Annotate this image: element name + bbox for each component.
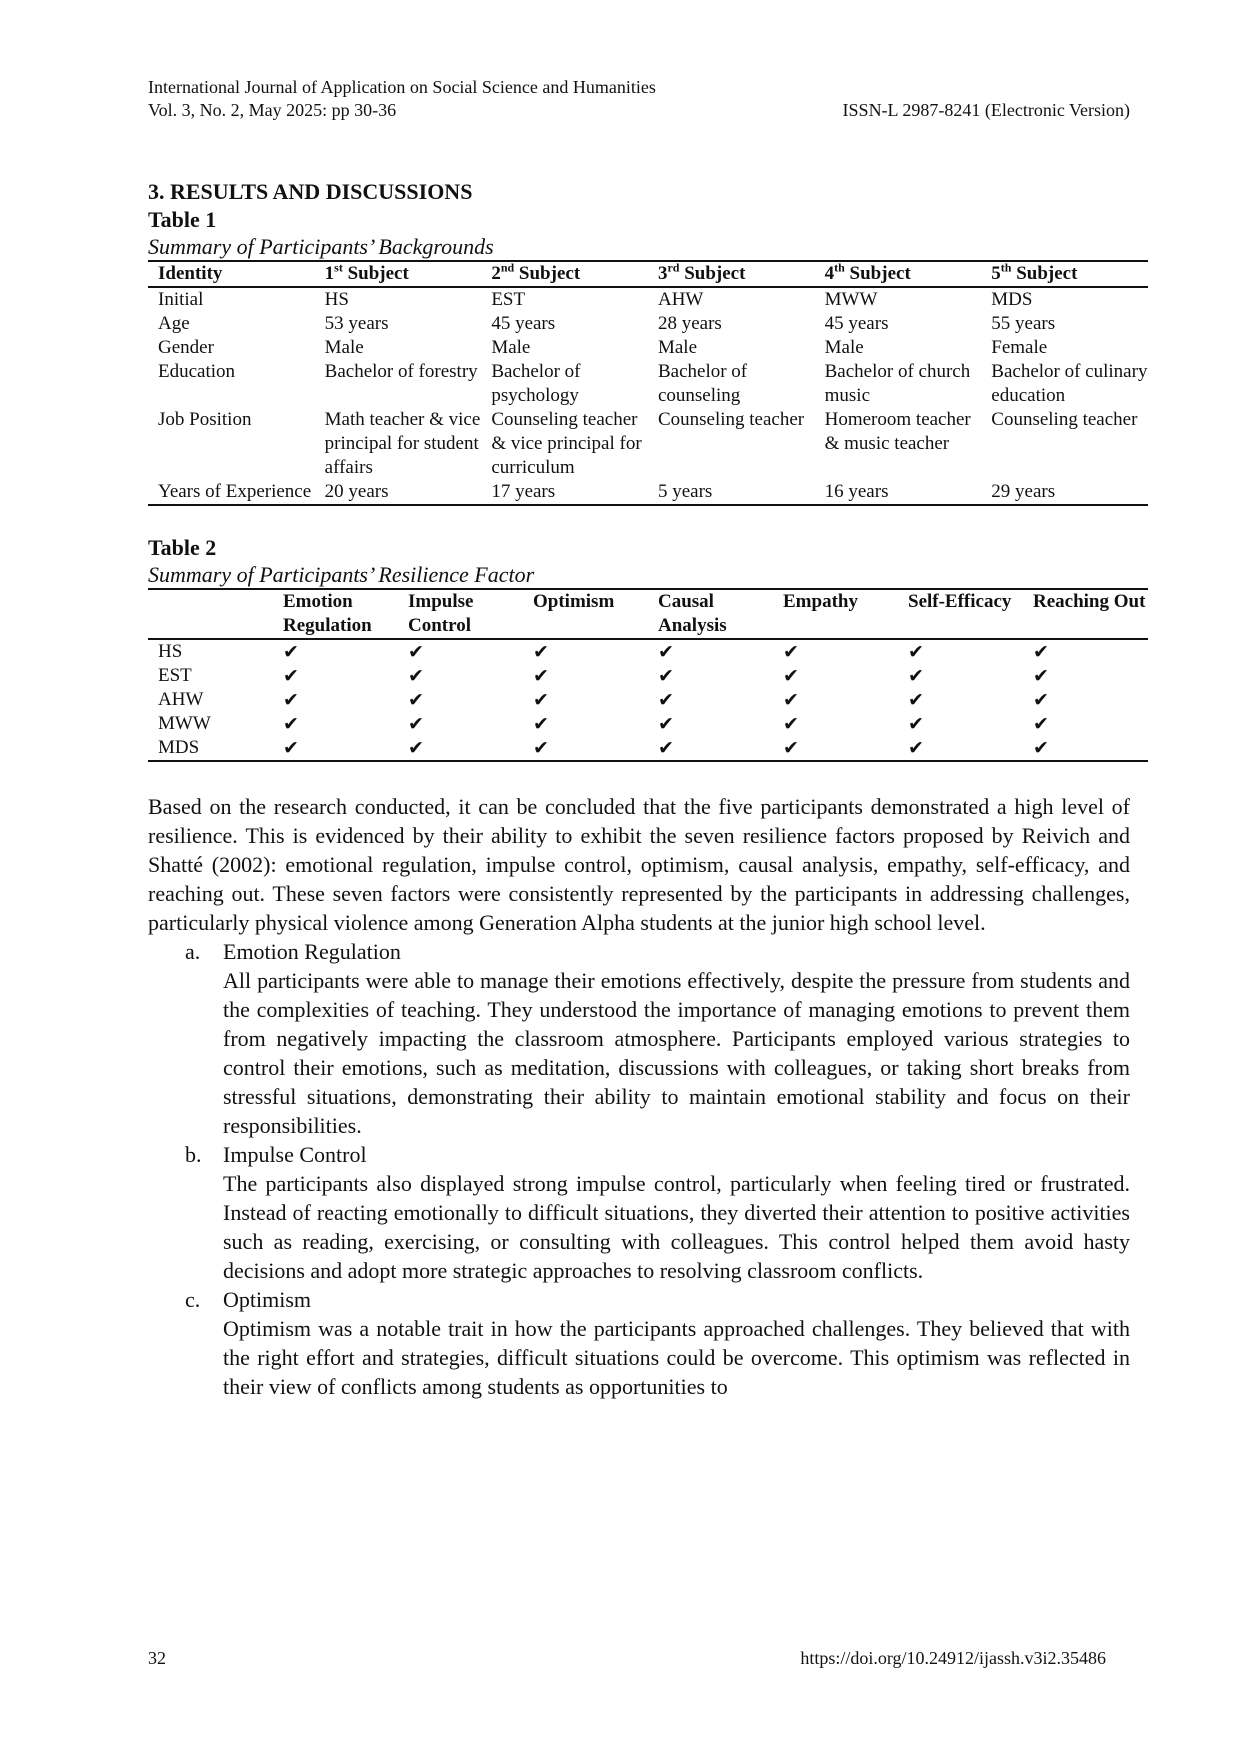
checkmark-icon: ✔: [783, 665, 799, 687]
table2-header-0: [148, 589, 273, 639]
table-cell: Homeroom teacher & music teacher: [824, 409, 971, 454]
table-row: [148, 712, 1148, 736]
checkmark-icon: ✔: [658, 689, 674, 711]
table1-header-row: [148, 261, 1148, 287]
list-item: [148, 937, 1130, 1140]
header-ordinal-suffix: st: [334, 260, 343, 275]
table-cell: Female: [991, 337, 1048, 358]
table-row: [148, 336, 1148, 360]
participant-initial: EST: [158, 665, 192, 686]
intro-paragraph: Based on the research conducted, it can be concluded that the five participants demonstrated a high level of resilience. This is evidenced by their ability to exhibit the seven resilience factors proposed by Reivich and Shatté (2002): emotional regulation, impulse control, optimism, causal analysis, empathy, self-efficacy, and reaching out. These seven factors were consistently represented by the participants in addressing challenges, particularly physical violence among Generation Alpha students at the junior high school level.: [148, 794, 1130, 935]
table2-caption: Summary of Participants’ Resilience Factor: [148, 562, 535, 587]
table2-header-6: Self-Efficacy: [908, 591, 1012, 612]
item-title: Emotion Regulation: [223, 939, 401, 964]
table-row: [148, 312, 1148, 336]
table-row: [148, 639, 1148, 664]
table1-header-3: [648, 261, 815, 287]
checkmark-icon: ✔: [1033, 737, 1049, 759]
table1-header-5: [981, 261, 1148, 287]
participant-initial: MWW: [158, 713, 211, 734]
checkmark-icon: ✔: [283, 665, 299, 687]
list-marker: b.: [185, 1142, 202, 1167]
checkmark-icon: ✔: [408, 665, 424, 687]
page-header: [148, 76, 1130, 122]
resilience-factor-list: [148, 937, 1130, 1401]
header-ordinal-suffix: th: [834, 260, 845, 275]
checkmark-icon: ✔: [658, 665, 674, 687]
checkmark-icon: ✔: [533, 689, 549, 711]
table-cell: Male: [491, 337, 531, 358]
list-marker: a.: [185, 939, 201, 964]
checkmark-icon: ✔: [533, 713, 549, 735]
checkmark-icon: ✔: [783, 737, 799, 759]
participant-initial: AHW: [158, 689, 204, 710]
row-label: Gender: [158, 337, 214, 358]
checkmark-icon: ✔: [783, 713, 799, 735]
item-body: The participants also displayed strong impulse control, particularly when feeling tired or frustrated. Instead of reacting emotionally to difficult situations, they diverted their attention to positive activities such as reading, exercising, or consulting with colleagues. This control helped them avoid hasty decisions and adopt more strategic approaches to resolving classroom conflicts.: [223, 1171, 1130, 1283]
table1-header-0: [148, 261, 315, 287]
table-cell: Bachelor of psychology: [491, 361, 581, 406]
row-label: Job Position: [158, 409, 252, 430]
checkmark-icon: ✔: [408, 641, 424, 663]
header-text-rest: Subject: [514, 263, 581, 284]
checkmark-icon: ✔: [783, 641, 799, 663]
table-cell: Bachelor of church music: [824, 361, 971, 406]
table-cell: 28 years: [657, 313, 722, 334]
table-cell: Bachelor of counseling: [657, 361, 748, 406]
doi-link: https://doi.org/10.24912/ijassh.v3i2.35486: [800, 1648, 1106, 1668]
page-number: 32: [148, 1648, 166, 1668]
header-ordinal-suffix: th: [1000, 260, 1012, 275]
header-ordinal-suffix: nd: [500, 260, 515, 275]
participant-initial: HS: [158, 641, 183, 662]
checkmark-icon: ✔: [533, 641, 549, 663]
table1-header-1: [315, 261, 482, 287]
table2-header-1: Emotion Regulation: [283, 591, 372, 636]
table-cell: 17 years: [491, 481, 556, 502]
checkmark-icon: ✔: [408, 713, 424, 735]
table-cell: AHW: [657, 289, 704, 310]
table-cell: 45 years: [491, 313, 556, 334]
table-cell: 55 years: [991, 313, 1056, 334]
checkmark-icon: ✔: [658, 737, 674, 759]
header-text: 5: [991, 263, 1001, 284]
table1-header-2: [481, 261, 648, 287]
journal-name: International Journal of Application on Social Science and Humanities: [148, 77, 656, 97]
table-cell: 20 years: [324, 481, 389, 502]
checkmark-icon: ✔: [908, 737, 924, 759]
table-row: [148, 287, 1148, 312]
table-cell: 53 years: [324, 313, 389, 334]
table1-header-4: [815, 261, 982, 287]
table-cell: Math teacher & vice principal for student affairs: [324, 409, 481, 478]
table-cell: 5 years: [657, 481, 713, 502]
table-row: [148, 736, 1148, 761]
header-text: 4: [824, 263, 835, 284]
row-label: Years of Experience: [158, 481, 312, 502]
checkmark-icon: ✔: [783, 689, 799, 711]
checkmark-icon: ✔: [533, 737, 549, 759]
table-cell: Male: [824, 337, 864, 358]
header-text-rest: Subject: [679, 263, 746, 284]
checkmark-icon: ✔: [533, 665, 549, 687]
checkmark-icon: ✔: [658, 641, 674, 663]
table-cell: EST: [491, 289, 526, 310]
checkmark-icon: ✔: [1033, 641, 1049, 663]
table2-header-7: Reaching Out: [1033, 591, 1146, 612]
table-cell: 29 years: [991, 481, 1056, 502]
table-cell: HS: [324, 289, 349, 310]
row-label: Education: [158, 361, 236, 382]
table-row: [148, 480, 1148, 505]
header-text: Identity: [158, 263, 223, 284]
table-cell: Bachelor of culinary education: [991, 361, 1148, 406]
table2-header-2: Impulse Control: [408, 591, 474, 636]
page-footer: [148, 1648, 1106, 1669]
table2-header-row: [148, 589, 1148, 639]
checkmark-icon: ✔: [283, 713, 299, 735]
volume-info: Vol. 3, No. 2, May 2025: pp 30-36: [148, 100, 397, 120]
checkmark-icon: ✔: [283, 689, 299, 711]
issn: ISSN-L 2987-8241 (Electronic Version): [842, 100, 1130, 120]
table-cell: Male: [324, 337, 364, 358]
checkmark-icon: ✔: [908, 641, 924, 663]
list-item: [148, 1285, 1130, 1401]
header-text-rest: Subject: [1011, 263, 1078, 284]
table-row: [148, 664, 1148, 688]
table-participant-backgrounds: [148, 260, 1148, 506]
checkmark-icon: ✔: [408, 737, 424, 759]
table-cell: 45 years: [824, 313, 889, 334]
table-cell: Counseling teacher: [657, 409, 805, 430]
checkmark-icon: ✔: [1033, 689, 1049, 711]
table-cell: Bachelor of forestry: [324, 361, 478, 382]
table-cell: Male: [657, 337, 698, 358]
table-cell: MWW: [824, 289, 878, 310]
header-ordinal-suffix: rd: [667, 260, 680, 275]
row-label: Age: [158, 313, 190, 334]
checkmark-icon: ✔: [283, 737, 299, 759]
header-text: 1: [324, 263, 335, 284]
participant-initial: MDS: [158, 737, 200, 758]
table-cell: MDS: [991, 289, 1033, 310]
row-label: Initial: [158, 289, 204, 310]
checkmark-icon: ✔: [908, 665, 924, 687]
list-marker: c.: [185, 1287, 201, 1312]
table-cell: Counseling teacher & vice principal for curriculum: [491, 409, 642, 478]
checkmark-icon: ✔: [283, 641, 299, 663]
table-row: [148, 360, 1148, 408]
checkmark-icon: ✔: [658, 713, 674, 735]
section-title: 3. RESULTS AND DISCUSSIONS: [148, 179, 473, 204]
item-body: All participants were able to manage their emotions effectively, despite the pressure from students and the complexities of teaching. They understood the importance of managing emotions to prevent them from negatively impacting the classroom atmosphere. Participants employed various strategies to control their emotions, such as meditation, discussions with colleagues, or taking short breaks from stressful situations, demonstrating their ability to maintain emotional stability and focus on their responsibilities.: [223, 968, 1130, 1138]
header-text-rest: Subject: [844, 263, 911, 284]
list-item: [148, 1140, 1130, 1285]
checkmark-icon: ✔: [908, 713, 924, 735]
checkmark-icon: ✔: [1033, 713, 1049, 735]
table-cell: 16 years: [824, 481, 889, 502]
table2-header-5: Empathy: [783, 591, 858, 612]
table1-caption: Summary of Participants’ Backgrounds: [148, 234, 494, 259]
header-text: 2: [491, 263, 501, 284]
item-title: Impulse Control: [223, 1142, 367, 1167]
table1-label: Table 1: [148, 207, 217, 232]
table-resilience-factors: [148, 588, 1148, 762]
main-content: [148, 178, 1148, 1401]
table2-header-3: Optimism: [533, 591, 615, 612]
checkmark-icon: ✔: [908, 689, 924, 711]
checkmark-icon: ✔: [1033, 665, 1049, 687]
table-row: [148, 688, 1148, 712]
table-cell: Counseling teacher: [991, 409, 1138, 430]
table2-header-4: Causal Analysis: [658, 591, 727, 636]
item-title: Optimism: [223, 1287, 312, 1312]
checkmark-icon: ✔: [408, 689, 424, 711]
item-body: Optimism was a notable trait in how the participants approached challenges. They believed that with the right effort and strategies, difficult situations could be overcome. This optimism was reflected in their view of conflicts among students as opportunities to: [223, 1316, 1130, 1399]
header-text: 3: [657, 263, 668, 284]
table-row: [148, 408, 1148, 480]
header-text-rest: Subject: [342, 263, 409, 284]
table2-label: Table 2: [148, 535, 217, 560]
